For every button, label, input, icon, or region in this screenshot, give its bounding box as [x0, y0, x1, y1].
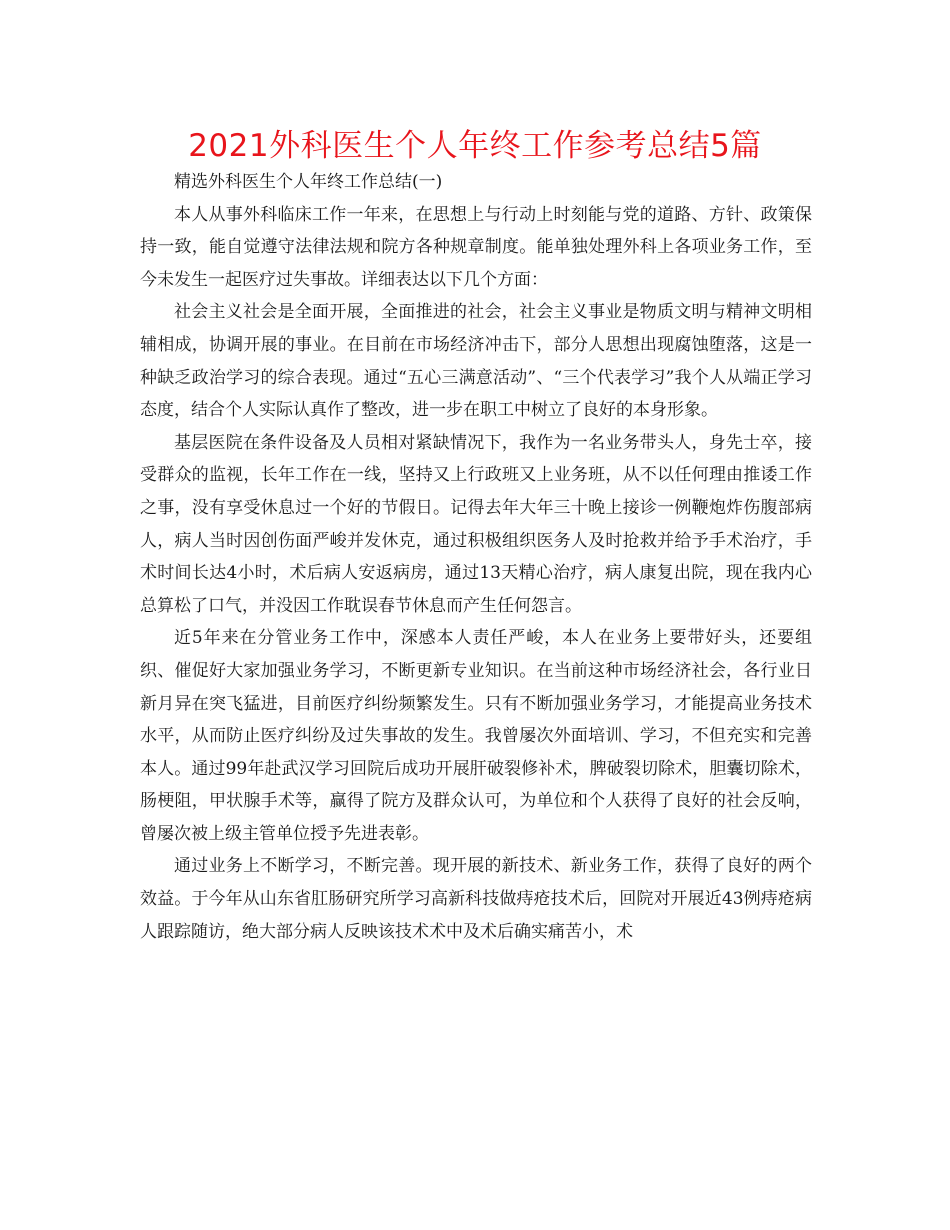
section-heading: 精选外科医生个人年终工作总结(一)	[174, 172, 443, 192]
paragraph: 本人从事外科临床工作一年来，在思想上与行动上时刻能与党的道路、方针、政策保持一致，能自觉遵守法律法规和院方各种规章制度。能单独处理外科上各项业务工作，至今未发生一起医疗过失事故。详细表达以下几个方面：	[140, 204, 812, 290]
paragraph: 社会主义社会是全面开展，全面推进的社会，社会主义事业是物质文明与精神文明相辅相成，协调开展的事业。在目前在市场经济冲击下，部分人思想出现腐蚀堕落，这是一种缺乏政治学习的综合表现。通过“五心三满意活动”、“三个代表学习”我个人从端正学习态度，结合个人实际认真作了整改，进一步在职工中树立了良好的本身形象。	[140, 302, 812, 421]
paragraph: 基层医院在条件设备及人员相对紧缺情况下，我作为一名业务带头人，身先士卒，接受群众的监视，长年工作在一线，坚持又上行政班又上业务班，从不以任何理由推诿工作之事，没有享受休息过一个好的节假日。记得去年大年三十晚上接诊一例鞭炮炸伤腹部病人，病人当时因创伤面严峻并发休克，通过积极组织医务人及时抢救并给予手术治疗，手术时间长达4小时，术后病人安返病房，通过13天精心治疗，病人康复出院，现在我内心总算松了口气，并没因工作耽误春节休息而产生任何怨言。	[140, 432, 812, 616]
document-title: 2021外科医生个人年终工作参考总结5篇	[188, 128, 762, 164]
document-body	[140, 166, 812, 948]
paragraph: 近5年来在分管业务工作中，深感本人责任严峻，本人在业务上要带好头，还要组织、催促好大家加强业务学习，不断更新专业知识。在当前这种市场经济社会，各行业日新月异在突飞猛进，目前医疗纠纷频繁发生。只有不断加强业务学习，才能提高业务技术水平，从而防止医疗纠纷及过失事故的发生。我曾屡次外面培训、学习，不但充实和完善本人。通过99年赴武汉学习回院后成功开展肝破裂修补术，脾破裂切除术，胆囊切除术，肠梗阻，甲状腺手术等，赢得了院方及群众认可，为单位和个人获得了良好的社会反响，曾屡次被上级主管单位授予先进表彰。	[140, 628, 812, 844]
paragraph: 通过业务上不断学习，不断完善。现开展的新技术、新业务工作，获得了良好的两个效益。于今年从山东省肛肠研究所学习高新科技做痔疮技术后，回院对开展近43例痔疮病人跟踪随访，绝大部分病人反映该技术术中及术后确实痛苦小，术	[140, 856, 812, 942]
